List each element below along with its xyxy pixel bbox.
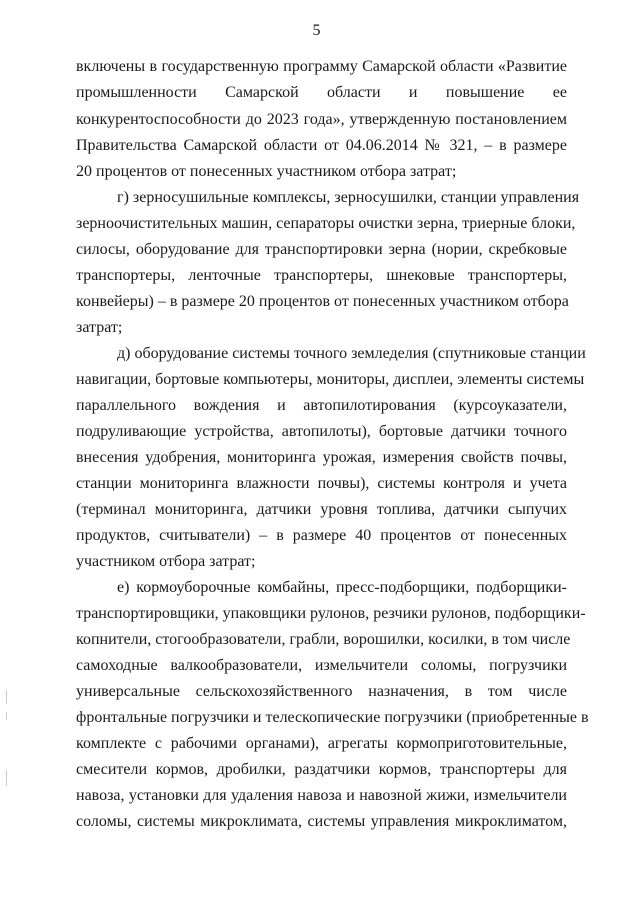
text-line: комплекте с рабочими органами), агрегаты кормоприготовительные, <box>76 735 567 752</box>
scan-artifact <box>6 690 7 704</box>
page-number: 5 <box>312 22 321 39</box>
text-line: транспортировщики, упаковщики рулонов, резчики рулонов, подборщики- <box>76 605 586 622</box>
text-line: 20 процентов от понесенных участником отбора затрат; <box>76 163 457 180</box>
text-line: продуктов, считыватели) – в размере 40 процентов от понесенных <box>76 527 567 544</box>
text-line: промышленности Самарской области и повышение ее <box>76 84 567 101</box>
text-line: е) кормоуборочные комбайны, пресс-подборщики, подборщики- <box>117 579 567 596</box>
text-line: включены в государственную программу Самарской области «Развитие <box>76 58 567 75</box>
text-line: конкурентоспособности до 2023 года», утвержденную постановлением <box>76 111 567 128</box>
text-line: транспортеры, ленточные транспортеры, шнековые транспортеры, <box>76 267 567 284</box>
scan-artifact <box>6 712 7 720</box>
text-line: параллельного вождения и автопилотирования (курсоуказатели, <box>76 397 567 414</box>
text-line: г) зерносушильные комплексы, зерносушилки, станции управления <box>117 189 580 206</box>
text-line: смесители кормов, дробилки, раздатчики кормов, транспортеры для <box>76 761 567 778</box>
text-line: участником отбора затрат; <box>76 553 256 570</box>
text-line: соломы, системы микроклимата, системы управления микроклиматом, <box>76 813 567 830</box>
text-line: внесения удобрения, мониторинга урожая, измерения свойств почвы, <box>76 449 567 466</box>
text-line: универсальные сельскохозяйственного назначения, в том числе <box>76 683 567 700</box>
text-line: станции мониторинга влажности почвы), системы контроля и учета <box>76 475 567 492</box>
text-line: копнители, стогообразователи, грабли, ворошилки, косилки, в том числе <box>76 631 571 648</box>
text-line: (терминал мониторинга, датчики уровня топлива, датчики сыпучих <box>76 501 567 518</box>
text-line: фронтальные погрузчики и телескопические погрузчики (приобретенные в <box>76 709 589 726</box>
text-line: навигации, бортовые компьютеры, мониторы, дисплеи, элементы системы <box>76 371 585 388</box>
text-line: самоходные валкообразователи, измельчители соломы, погрузчики <box>76 657 567 674</box>
text-line: силосы, оборудование для транспортировки зерна (нории, скребковые <box>76 241 567 258</box>
text-line: подруливающие устройства, автопилоты), бортовые датчики точного <box>76 423 567 440</box>
text-line: д) оборудование системы точного земледелия (спутниковые станции <box>117 345 586 362</box>
text-line: конвейеры) – в размере 20 процентов от понесенных участником отбора <box>76 293 569 310</box>
text-line: навоза, установки для удаления навоза и навозной жижи, измельчители <box>76 787 567 804</box>
scan-artifact <box>6 770 7 786</box>
text-line: зерноочистительных машин, сепараторы очистки зерна, триерные блоки, <box>76 215 576 232</box>
text-line: затрат; <box>76 319 123 336</box>
text-line: Правительства Самарской области от 04.06.2014 № 321, – в размере <box>76 137 567 154</box>
